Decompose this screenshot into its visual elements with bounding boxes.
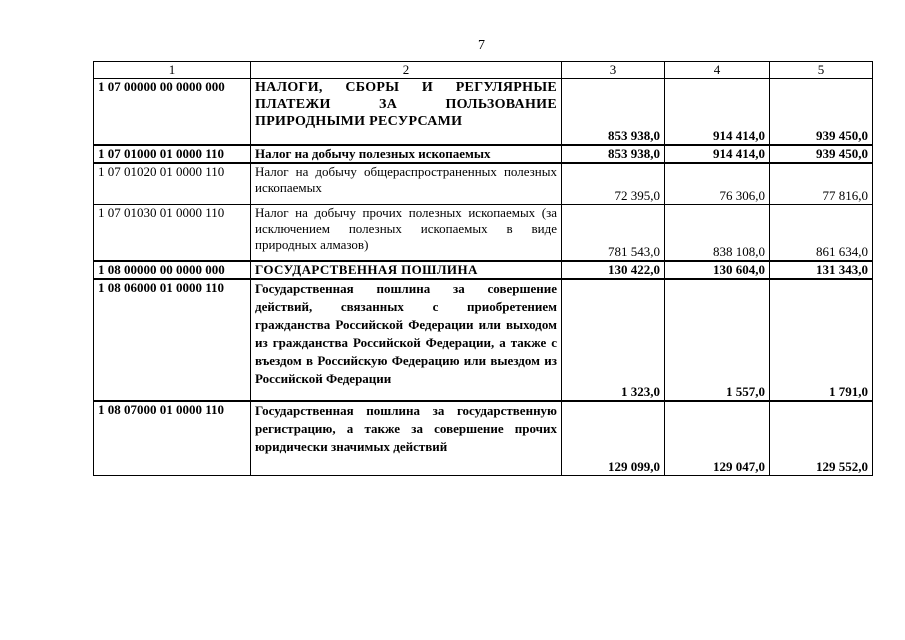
- row-value-col4: 76 306,0: [665, 163, 770, 205]
- row-value-col5: 861 634,0: [770, 205, 873, 261]
- row-name: Налог на добычу общераспространенных полезных ископаемых: [251, 163, 562, 205]
- row-value-col5: 129 552,0: [770, 401, 873, 476]
- row-value-col4: 914 414,0: [665, 145, 770, 163]
- header-col-3: 3: [562, 62, 665, 79]
- table-row: [94, 261, 873, 279]
- table-row: [94, 79, 873, 145]
- row-code: 1 07 01020 01 0000 110: [94, 163, 251, 205]
- row-name: НАЛОГИ, СБОРЫ И РЕГУЛЯРНЫЕ ПЛАТЕЖИ ЗА ПОЛЬЗОВАНИЕ ПРИРОДНЫМИ РЕСУРСАМИ: [251, 79, 562, 145]
- header-col-5: 5: [770, 62, 873, 79]
- row-name: Государственная пошлина за совершение действий, связанных с приобретением гражданства Российской Федерации или выходом из гражданства Российской Федерации, а также с въездом в Российскую Федерацию или выездом из Российской Федерации: [251, 279, 562, 401]
- row-value-col4: 914 414,0: [665, 79, 770, 145]
- page-number: 7: [478, 38, 485, 53]
- row-value-col5: 939 450,0: [770, 145, 873, 163]
- row-name: Налог на добычу прочих полезных ископаемых (за исключением полезных ископаемых в виде природных алмазов): [251, 205, 562, 261]
- table-row: [94, 401, 873, 476]
- table-row: [94, 205, 873, 261]
- row-name: Налог на добычу полезных ископаемых: [251, 145, 562, 163]
- row-value-col4: 129 047,0: [665, 401, 770, 476]
- header-col-4: 4: [665, 62, 770, 79]
- row-value-col3: 781 543,0: [562, 205, 665, 261]
- row-value-col3: 130 422,0: [562, 261, 665, 279]
- row-code: 1 08 07000 01 0000 110: [94, 401, 251, 476]
- header-col-1: 1: [94, 62, 251, 79]
- row-value-col4: 1 557,0: [665, 279, 770, 401]
- row-value-col3: 72 395,0: [562, 163, 665, 205]
- header-col-2: 2: [251, 62, 562, 79]
- row-value-col4: 838 108,0: [665, 205, 770, 261]
- row-name: ГОСУДАРСТВЕННАЯ ПОШЛИНА: [251, 261, 562, 279]
- row-value-col3: 129 099,0: [562, 401, 665, 476]
- table-row: [94, 279, 873, 401]
- row-value-col5: 77 816,0: [770, 163, 873, 205]
- row-value-col3: 853 938,0: [562, 145, 665, 163]
- row-code: 1 07 01030 01 0000 110: [94, 205, 251, 261]
- row-code: 1 08 00000 00 0000 000: [94, 261, 251, 279]
- row-name: Государственная пошлина за государственную регистрацию, а также за совершение прочих юридически значимых действий: [251, 401, 562, 476]
- header-row: [94, 62, 873, 79]
- row-value-col5: 131 343,0: [770, 261, 873, 279]
- row-value-col4: 130 604,0: [665, 261, 770, 279]
- row-code: 1 08 06000 01 0000 110: [94, 279, 251, 401]
- table-row: [94, 145, 873, 163]
- row-value-col5: 939 450,0: [770, 79, 873, 145]
- budget-table: [93, 61, 873, 476]
- row-code: 1 07 01000 01 0000 110: [94, 145, 251, 163]
- table-row: [94, 163, 873, 205]
- row-value-col3: 853 938,0: [562, 79, 665, 145]
- row-value-col5: 1 791,0: [770, 279, 873, 401]
- row-code: 1 07 00000 00 0000 000: [94, 79, 251, 145]
- row-value-col3: 1 323,0: [562, 279, 665, 401]
